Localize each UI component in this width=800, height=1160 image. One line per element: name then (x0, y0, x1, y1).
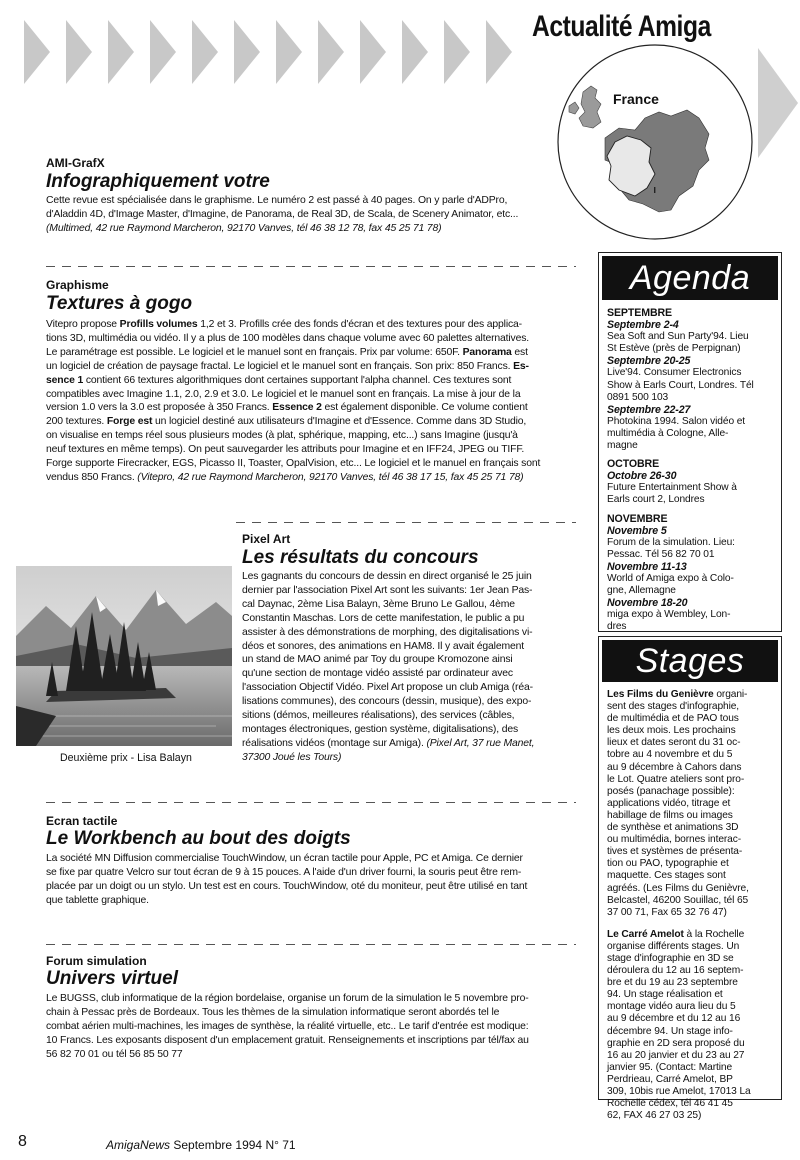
text-line: l'association Objectif Vidéo. Pixel Art propose un club Amiga (réa- (242, 682, 533, 694)
text-line: 200 textures. Forge est un logiciel destiné aux utilisateurs d'Imagine et d'Essence. Comme dans 3D Studio, (46, 416, 527, 428)
stage-text-line: Belcastel, 46200 Souillac, tél 65 (607, 894, 749, 906)
chevron-decoration (150, 20, 176, 84)
article-body (242, 570, 577, 765)
agenda-event-text: Live'94. Consumer Electronics (607, 367, 742, 379)
text-line: déos et sonores, des animations en HAM8. Il y avait également (242, 640, 524, 652)
stage-text-line: posés (panachage possible): (607, 785, 735, 797)
text-line: se fixe par quatre Velcro sur tout écran de 9 à 15 pouces. A l'aide d'un driver fourni, la souris peut être rem- (46, 866, 522, 878)
text-line: vendus 850 Francs. (Vitepro, 42 rue Raymond Marcheron, 92170 Vanves, tél 46 38 17 15, fax 45 25 71 78) (46, 471, 524, 483)
text-line: que tablette graphique. (46, 894, 149, 906)
stage-text-line: au 9 décembre et du 12 au 16 (607, 1013, 741, 1025)
stage-text-line: lieux et dates seront du 31 oc- (607, 737, 741, 749)
stages-title: Stages (602, 640, 778, 682)
text-line: Le BUGSS, club informatique de la région bordelaise, organise un forum de la simulation le 5 novembre pro- (46, 993, 529, 1004)
stages-list (599, 685, 781, 1122)
stage-text-line: Le Carré Amelot à la Rochelle (607, 928, 745, 940)
section-title: Les résultats du concours (242, 547, 479, 568)
section-title: Textures à gogo (46, 293, 193, 314)
text-line: un stand de MAO animé par Toy du groupe Kromozone ainsi (242, 654, 513, 666)
agenda-event-text: Future Entertainment Show à (607, 482, 737, 494)
contest-painting-image (16, 566, 232, 746)
stage-text-line: décembre 94. Un stage info- (607, 1025, 733, 1037)
text-line: qu'une section de montage vidéo assisté par ordinateur avec (242, 668, 513, 680)
article-body (46, 992, 576, 1062)
stage-text-line: 37 00 71, Fax 65 32 76 47) (607, 906, 727, 918)
section-label: Ecran tactile (46, 814, 118, 828)
agenda-date: Septembre 2-4 (607, 319, 679, 332)
chevron-decoration (108, 20, 134, 84)
stage-text-line: habillage de films ou images (607, 809, 733, 821)
stage-text-line: déroulera du 12 au 16 septem- (607, 965, 744, 977)
agenda-month: NOVEMBRE (607, 512, 668, 525)
divider (46, 266, 576, 267)
stage-text-line: le Lot. Quatre ateliers sont pro- (607, 773, 745, 785)
text-line: version 1.0 vers la 3.0 est proposée à 350 Francs. Essence 2 est également disponible. Ce volume contient (46, 402, 528, 414)
text-line: Forge supporte Firecracker, EGS, Picasso II, Toaster, OpalVision, etc... Le logiciel et le manuel en français sont (46, 458, 541, 470)
agenda-month: SEPTEMBRE (607, 307, 673, 319)
agenda-event-text: gne, Allemagne (607, 585, 676, 597)
agenda-event-text: Pessac. Tél 56 82 70 01 (607, 548, 715, 560)
text-line: montages électroniques, gestion système, digitalisations), des (242, 723, 519, 735)
region-label: France (613, 91, 659, 107)
stage-text-line: janvier 95. (Contact: Martine (607, 1061, 733, 1073)
stage-text-line: graphie en 2D sera proposé du (607, 1037, 745, 1049)
agenda-event-text: magne (607, 440, 638, 452)
stage-text-line: Rochelle cédex, tél 46 41 45 (607, 1098, 733, 1110)
chevron-decoration (758, 48, 798, 158)
agenda-list (599, 303, 781, 633)
section-title: Univers virtuel (46, 968, 178, 989)
stage-text-line: de synthèse et animations 3D (607, 822, 739, 834)
agenda-event-text: St Estève (près de Perpignan) (607, 343, 741, 355)
footer-issue: AmigaNews Septembre 1994 N° 71 (106, 1138, 296, 1152)
text-line: un logiciel de création de paysage fractal. Le logiciel et le manuel sont en français. Son prix: 850 Francs. Es- (46, 360, 529, 372)
chevron-decoration (444, 20, 470, 84)
agenda-month: OCTOBRE (607, 458, 660, 471)
page-number: 8 (18, 1133, 27, 1150)
stage-text-line: Perdrieau, Carré Amelot, BP (607, 1073, 733, 1085)
text-line: 37300 Joué les Tours) (242, 751, 342, 763)
chevron-decoration (360, 20, 386, 84)
section-label: AMI-GrafX (46, 156, 105, 170)
stage-text-line: organise différents stages. Un (607, 940, 740, 952)
section-title: Le Workbench au bout des doigts (46, 828, 351, 849)
stage-text-line: 94. Un stage réalisation et (607, 989, 723, 1001)
divider (46, 802, 576, 803)
text-line: 56 82 70 01 ou tél 56 85 50 77 (46, 1048, 183, 1060)
chevron-decoration (24, 20, 50, 84)
text-line: tions 3D, multimédia ou vidéo. Il y a plus de 100 modèles dans chaque volume avec 60 palettes alternatives. (46, 332, 529, 344)
section-label: Forum simulation (46, 954, 147, 968)
text-line: neuf textures en même temps). On peut sauvegarder les attributs pour Imagine et en IFF24, JPEG ou TIFF. (46, 444, 525, 456)
divider (236, 522, 576, 523)
text-line: sitions (démos, meilleures réalisations), des services (câbles, (242, 710, 515, 722)
agenda-box (598, 252, 782, 632)
text-line: placée par un doigt ou un stylo. Un test est en cours. TouchWindow, oté du moniteur, peut être utilisé en tant (46, 880, 528, 892)
agenda-date: Septembre 22-27 (607, 403, 691, 416)
text-line: lisations communes), des concours (dessin, musique), des expo- (242, 696, 532, 708)
agenda-event-text: Show à Earls Court, Londres. Tél (607, 379, 754, 391)
agenda-date: Novembre 5 (607, 524, 667, 537)
stage-text-line: de multimédia et de PAO tous (607, 713, 739, 725)
stage-text-line: applications vidéo, titrage et (607, 797, 731, 809)
section-label: Graphisme (46, 278, 109, 292)
stage-text-line: stage d'infographie en 3D se (607, 952, 734, 964)
chevron-decoration (318, 20, 344, 84)
stage-text-line: agréés. (Les Films du Genièvre, (607, 882, 749, 894)
text-line: on visualise en temps réel sous plusieurs modes (à plat, sphérique, mapping, etc...) sans Imagine (jusqu'à (46, 430, 518, 442)
image-caption: Deuxième prix - Lisa Balayn (60, 752, 192, 764)
stage-text-line: 62, FAX 46 27 03 25) (607, 1110, 702, 1122)
text-line: Vitepro propose Profills volumes 1,2 et 3. Profills crée des fonds d'écran et des textures pour des applica- (46, 319, 522, 330)
stage-text-line: tobre au 4 novembre et du 5 (607, 749, 733, 761)
text-line: compatibles avec Imagine 1.1, 2.0, 2.9 et 3.0. Le logiciel et le manuel sont en français. La mise à jour de la (46, 388, 521, 400)
agenda-date: Novembre 11-13 (607, 560, 687, 573)
text-line: réalisations vidéos (montage sur Amiga). (Pixel Art, 37 rue Manet, (242, 737, 535, 749)
agenda-event-text: miga expo à Wembley, Lon- (607, 609, 731, 621)
page-title: Actualité Amiga (532, 10, 711, 43)
agenda-title: Agenda (602, 256, 778, 300)
stage-text-line: les deux mois. Les prochains (607, 725, 736, 737)
stage-text-line: Les Films du Genièvre organi- (607, 689, 748, 700)
text-line: sence 1 contient 66 textures algorithmiques dont certaines supportant l'alpha channel. Ces textures sont (46, 374, 512, 386)
stages-box (598, 636, 782, 1122)
text-line: cal Daynac, 2ème Lisa Balayn, 3ème Bruno Le Gallou, 4ème (242, 598, 515, 610)
stage-text-line: ou multimédia, bornes interac- (607, 834, 742, 846)
chevron-decoration (486, 20, 512, 84)
text-line: La société MN Diffusion commercialise TouchWindow, un écran tactile pour Apple, PC et Amiga. Ce dernier (46, 853, 523, 864)
article-body (46, 852, 576, 908)
text-line: 10 Francs. Les exposants disposent d'un emplacement gratuit. Renseignements et inscriptions par tél/fax au (46, 1034, 529, 1046)
agenda-date: Octobre 26-30 (607, 470, 677, 483)
chevron-decoration (192, 20, 218, 84)
agenda-event-text: Photokina 1994. Salon vidéo et (607, 415, 746, 427)
text-line: Constantin Maschas. Lors de cette manifestation, le public a pu (242, 612, 525, 624)
stage-entry (607, 929, 775, 1123)
chevron-decoration (276, 20, 302, 84)
text-line: Les gagnants du concours de dessin en direct organisé le 25 juin (242, 571, 532, 582)
stage-text-line: montage vidéo aura lieu du 5 (607, 1001, 736, 1013)
stage-text-line: 16 au 20 janvier et du 23 au 27 (607, 1049, 745, 1061)
section-title: Infographiquement votre (46, 171, 270, 192)
agenda-event-text: Forum de la simulation. Lieu: (607, 536, 735, 548)
stage-entry (607, 689, 775, 919)
chevron-decoration (66, 20, 92, 84)
divider (46, 944, 576, 945)
stage-text-line: maquette. Ces stages sont (607, 870, 726, 882)
text-line: dernier par l'association Pixel Art sont les suivants: 1er Jean Pas- (242, 584, 533, 596)
section-label: Pixel Art (242, 532, 291, 546)
text-line: chain à Pessac près de Bordeaux. Tous les thèmes de la simulation informatique seront abordés tel le (46, 1006, 500, 1018)
agenda-date: Novembre 18-20 (607, 597, 688, 610)
france-map-globe (555, 42, 755, 242)
stage-text-line: bre et du 19 au 23 septembre (607, 977, 738, 989)
text-line: combat aérien multi-machines, les images de synthèse, la réalité virtuelle, etc.. Le tarif d'entrée est modique: (46, 1020, 529, 1032)
chevron-decoration (402, 20, 428, 84)
text-line: Le paramétrage est possible. Le logiciel et le manuel sont en français. Prix par volume: 650F. Panorama est (46, 346, 528, 358)
chevron-decoration (234, 20, 260, 84)
agenda-event-text: multimédia à Cologne, Alle- (607, 427, 729, 439)
agenda-event-text: 0891 500 103 (607, 391, 669, 403)
stage-text-line: au 9 décembre à Cahors dans (607, 761, 742, 773)
article-body: Cette revue est spécialisée dans le graphisme. Le numéro 2 est passé à 40 pages. On y parle d'ADPro, d'Aladdin 4D, d'Image Master, d'Imagine, de Panorama, de Real 3D, de Scala, de Scenery Animator, etc... (Multimed, 42 rue Raymond Marcheron, 92170 Vanves, tél 46 38 12 78, fax 45 25 71 78) (46, 195, 519, 234)
agenda-date: Septembre 20-25 (607, 355, 691, 368)
stage-text-line: tives et systèmes de présenta- (607, 846, 743, 858)
agenda-event-text: Earls court 2, Londres (607, 494, 705, 506)
stage-text-line: sent des stages d'infographie, (607, 701, 740, 713)
agenda-event-text: Sea Soft and Sun Party'94. Lieu (607, 331, 749, 343)
agenda-event-text: dres (607, 621, 627, 633)
agenda-event-text: World of Amiga expo à Colo- (607, 572, 734, 584)
article-body (46, 318, 576, 485)
stage-text-line: tion ou PAO, typographie et (607, 858, 729, 870)
stage-text-line: 309, 10bis rue Amelot, 17013 La (607, 1086, 751, 1097)
text-line: assister à des démonstrations de morphing, des digitalisations vi- (242, 626, 533, 638)
